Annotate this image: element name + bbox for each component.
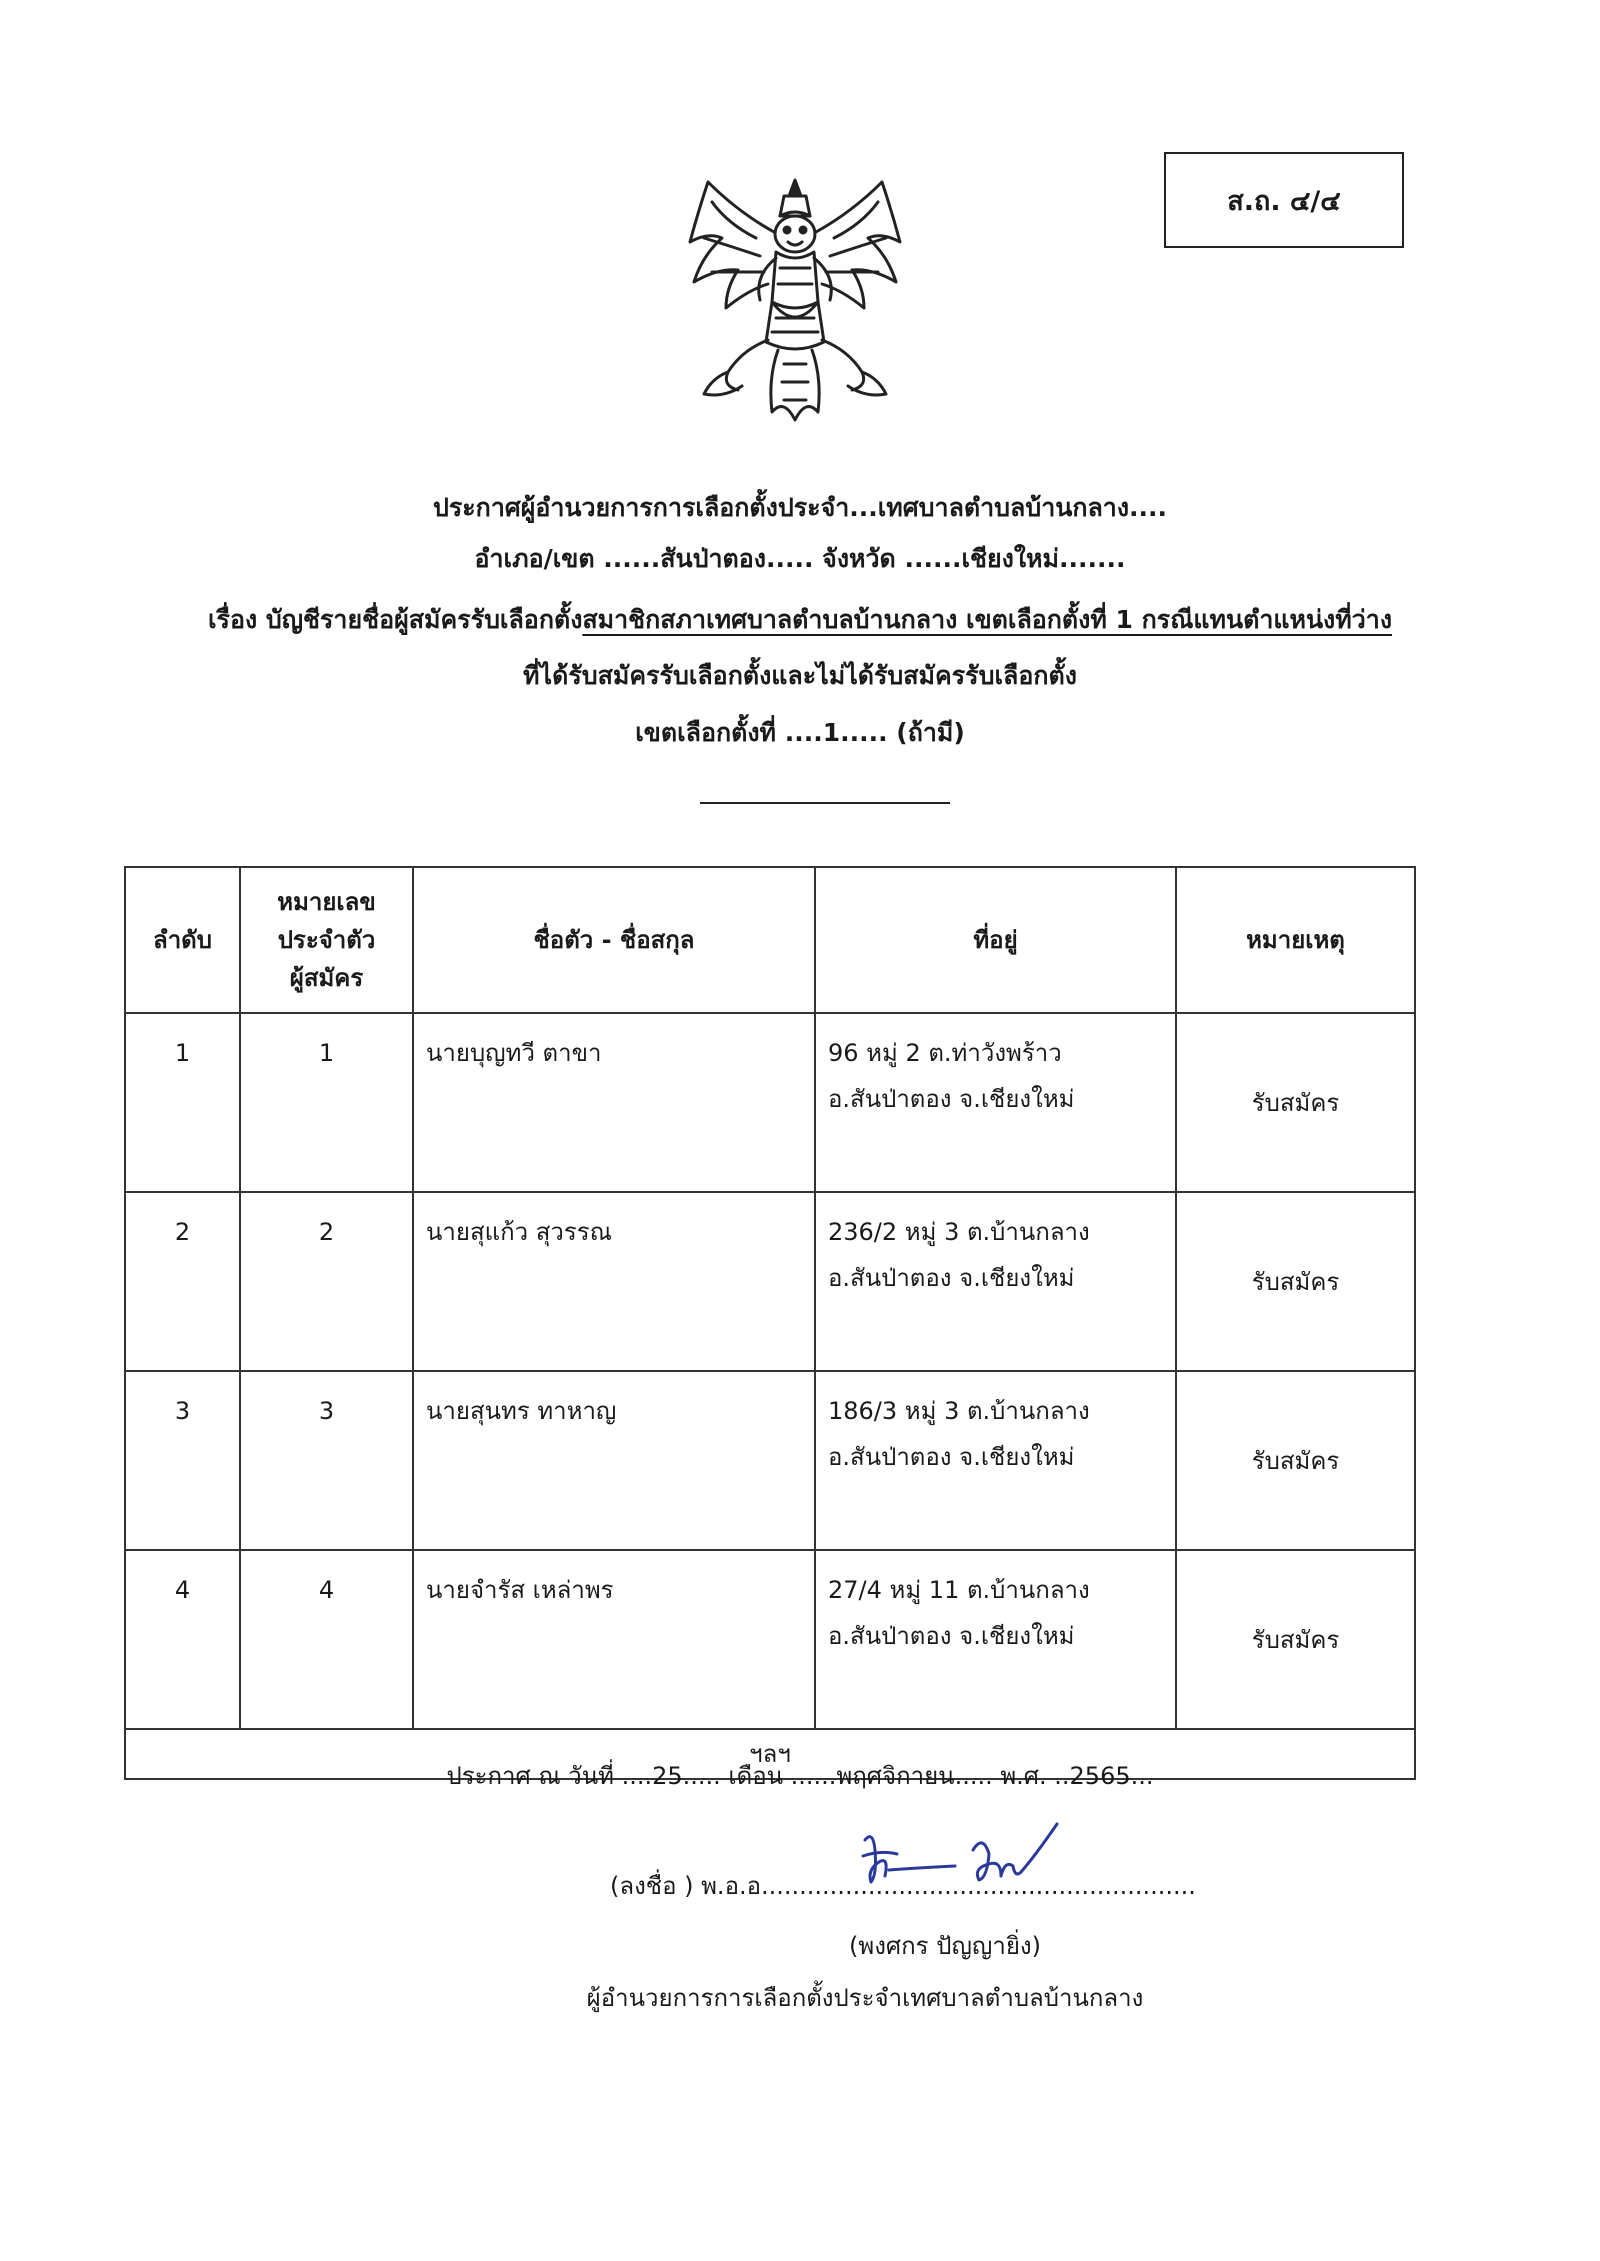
announcement-date: ประกาศ ณ วันที่ ....25..... เดือน ......พฤศจิกายน..... พ.ศ. ..2565... <box>446 1762 1154 1790</box>
cell-order: 1 <box>125 1013 240 1192</box>
cell-order: 4 <box>125 1550 240 1729</box>
signer-name: (พงศกร ปัญญายิ่ง) <box>849 1932 1041 1960</box>
cell-order: 3 <box>125 1371 240 1550</box>
address-line-1: 96 หมู่ 2 ต.ท่าวังพร้าว <box>828 1039 1062 1067</box>
address-line-1: 27/4 หมู่ 11 ต.บ้านกลาง <box>828 1576 1090 1604</box>
cell-number: 3 <box>240 1371 413 1550</box>
heading-subject-prefix: เรื่อง บัญชีรายชื่อผู้สมัครรับเลือกตั้ง <box>207 605 583 634</box>
header-number-line-1: หมายเลข <box>277 888 376 916</box>
address-line-2: อ.สันป่าตอง จ.เชียงใหม่ <box>828 1264 1075 1292</box>
cell-address <box>815 1550 1176 1729</box>
address-line-1: 186/3 หมู่ 3 ต.บ้านกลาง <box>828 1397 1090 1425</box>
signer-title: ผู้อำนวยการการเลือกตั้งประจำเทศบาลตำบลบ้านกลาง <box>586 1984 1144 2012</box>
header-name: ชื่อตัว - ชื่อสกุล <box>413 867 815 1013</box>
garuda-emblem-icon <box>668 172 922 424</box>
cell-name: นายจำรัส เหล่าพร <box>413 1550 815 1729</box>
cell-address <box>815 1013 1176 1192</box>
address-line-2: อ.สันป่าตอง จ.เชียงใหม่ <box>828 1622 1075 1650</box>
candidate-table <box>124 866 1416 1780</box>
header-order: ลำดับ <box>125 867 240 1013</box>
form-code: ส.ถ. ๔/๔ <box>1227 185 1341 217</box>
table-row <box>125 1371 1415 1550</box>
header-number-line-2: ประจำตัว <box>277 926 376 954</box>
cell-remark: รับสมัคร <box>1176 1550 1415 1729</box>
cell-address <box>815 1192 1176 1371</box>
heading-line-1: ประกาศผู้อำนวยการการเลือกตั้งประจำ...เทศบาลตำบลบ้านกลาง.... <box>432 493 1168 522</box>
header-number <box>240 867 413 1013</box>
cell-number: 2 <box>240 1192 413 1371</box>
table-header-row <box>125 867 1415 1013</box>
heading-divider <box>700 802 950 804</box>
cell-number: 1 <box>240 1013 413 1192</box>
address-line-2: อ.สันป่าตอง จ.เชียงใหม่ <box>828 1443 1075 1471</box>
handwritten-signature <box>855 1820 1065 1900</box>
address-line-2: อ.สันป่าตอง จ.เชียงใหม่ <box>828 1085 1075 1113</box>
cell-name: นายสุนทร ทาหาญ <box>413 1371 815 1550</box>
form-code-box <box>1164 152 1404 248</box>
signature-label: (ลงชื่อ ) พ.อ.อ......................................................... <box>610 1872 1196 1900</box>
heading-subject-underlined: สมาชิกสภาเทศบาลตำบลบ้านกลาง เขตเลือกตั้งที่ 1 กรณีแทนตำแหน่งที่ว่าง <box>582 605 1393 634</box>
address-line-1: 236/2 หมู่ 3 ต.บ้านกลาง <box>828 1218 1090 1246</box>
cell-address <box>815 1371 1176 1550</box>
etc-cell: ฯลฯ <box>125 1729 1415 1779</box>
header-address: ที่อยู่ <box>815 867 1176 1013</box>
cell-remark: รับสมัคร <box>1176 1371 1415 1550</box>
table-row <box>125 1013 1415 1192</box>
cell-order: 2 <box>125 1192 240 1371</box>
header-remark: หมายเหตุ <box>1176 867 1415 1013</box>
cell-name: นายบุญทวี ตาขา <box>413 1013 815 1192</box>
table-row <box>125 1192 1415 1371</box>
header-number-line-3: ผู้สมัคร <box>289 964 364 992</box>
cell-number: 4 <box>240 1550 413 1729</box>
heading-line-5: เขตเลือกตั้งที่ ....1..... (ถ้ามี) <box>635 718 965 747</box>
table-row <box>125 1550 1415 1729</box>
cell-name: นายสุแก้ว สุวรรณ <box>413 1192 815 1371</box>
heading-line-3 <box>0 600 1600 640</box>
cell-remark: รับสมัคร <box>1176 1013 1415 1192</box>
heading-line-4: ที่ได้รับสมัครรับเลือกตั้งและไม่ได้รับสมัครรับเลือกตั้ง <box>523 661 1077 690</box>
heading-line-2: อำเภอ/เขต ......สันป่าตอง..... จังหวัด ......เชียงใหม่....... <box>474 544 1126 573</box>
cell-remark: รับสมัคร <box>1176 1192 1415 1371</box>
